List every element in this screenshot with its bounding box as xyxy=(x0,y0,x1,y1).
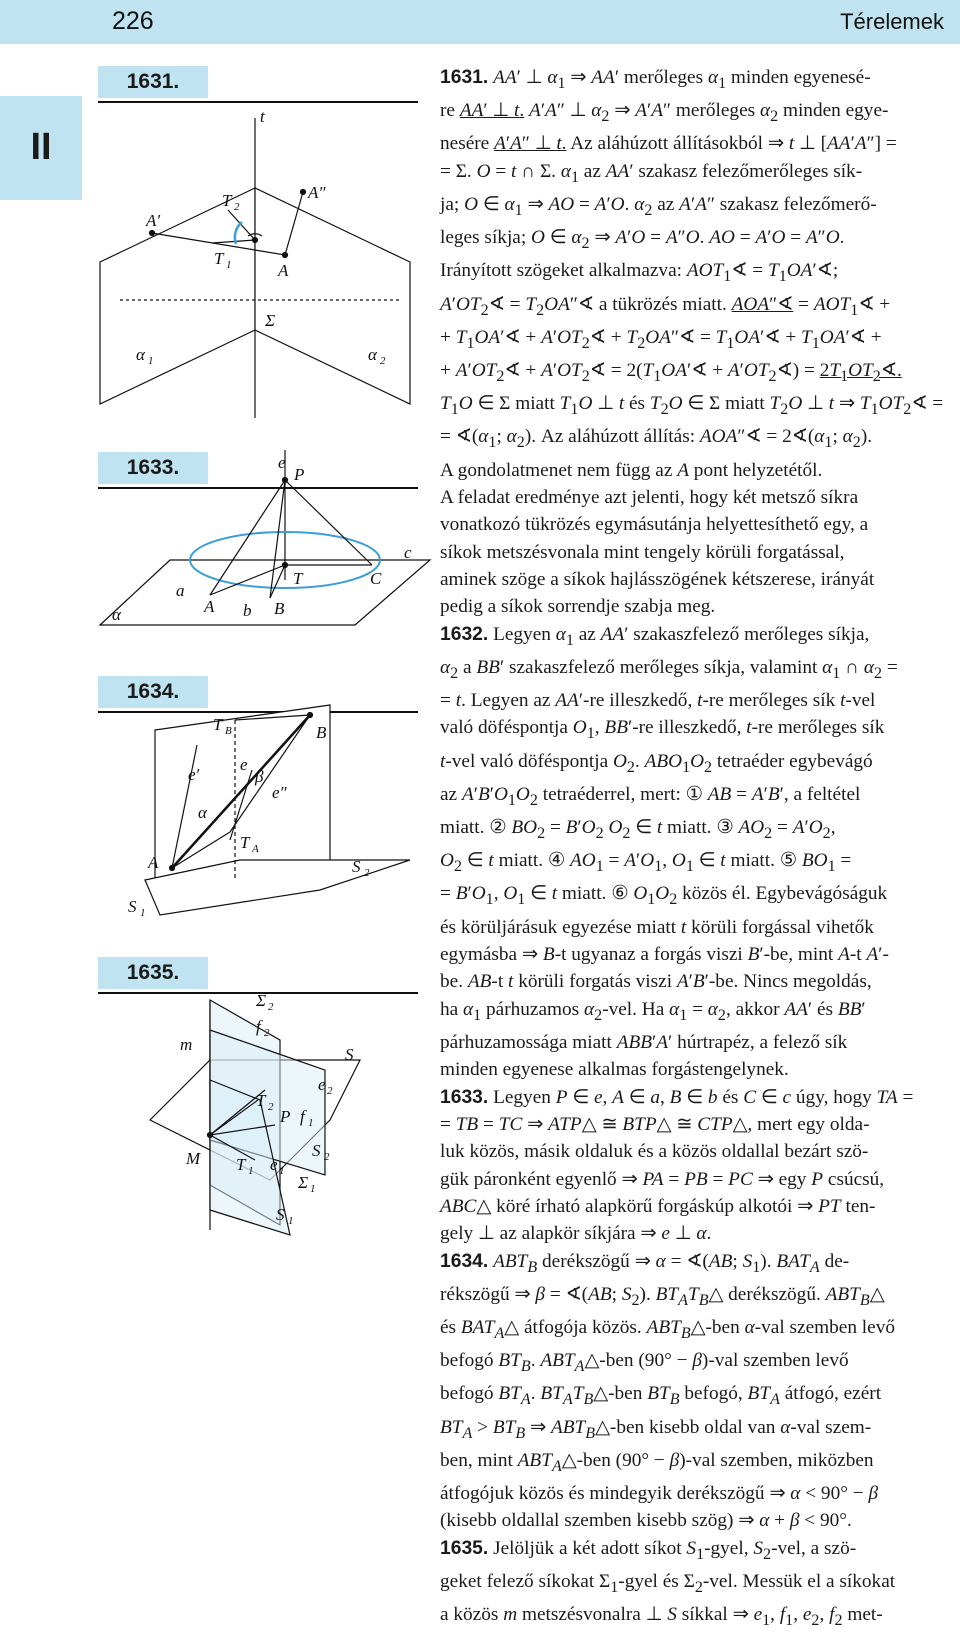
label-S2-sub: 2 xyxy=(364,867,370,879)
text-line: leges síkja; O ∈ $\alpha_2$ ⇒ A′O = A″O. AO = A′O = A″O. xyxy=(440,227,845,253)
point-Aprime xyxy=(150,231,155,236)
text-line: $BT_A > BT_B$ ⇒ $ABT_B\triangle$-ben kisebb oldal van α-val szem- xyxy=(440,1416,872,1442)
text-line: miatt. ② $BO_2 = B'O_2$ $O_2$ ∈ t miatt. ③ $AO_2 = A'O_2$, xyxy=(440,817,836,842)
label-T1: T xyxy=(214,249,224,268)
text-line: = Σ. O = t ∩ Σ. $\alpha_1$ az AA′ szakasz felezőmerőleges sík- xyxy=(440,160,863,186)
label-b: b xyxy=(243,601,252,620)
text-line: párhuzamossága miatt ABB′A′ húrtrapéz, a felező sík xyxy=(440,1031,848,1053)
text-line: vonatkozó tükrözés egymásutánja helyettesíthető egy, a xyxy=(440,514,869,536)
text-line: $\alpha_2$ a BB′ szakaszfelező merőleges síkja, valamint $\alpha_1$ ∩ $\alpha_2$ = xyxy=(440,656,898,682)
label-TB: T xyxy=(213,715,223,734)
point-T xyxy=(283,563,288,568)
figure-1633 xyxy=(100,450,430,625)
text-line: = TB = TC ⇒ ATP△ ≅ BTP△ ≅ CTP△, mert egy olda- xyxy=(440,1113,870,1135)
text-line: 1634. $ABT_B$ derékszögű ⇒ α = ∢(AB; $S_1$). $BAT_A$ de- xyxy=(440,1250,850,1276)
point-M xyxy=(208,1133,213,1138)
label-P: P xyxy=(294,465,305,484)
text-line: = $B'O_1$, $O_1$ ∈ t miatt. ⑥ $O_1O_2$ közös él. Egybevágóságuk xyxy=(440,883,888,909)
label-B: B xyxy=(316,723,327,742)
text-line: $O_2$ ∈ t miatt. ④ $AO_1 = A'O_1$, $O_1$ ∈ t miatt. ⑤ $BO_1$ = xyxy=(440,850,852,876)
label-C: C xyxy=(370,569,382,588)
text-line: $A'OT_2∢$ = $T_2OA''∢$ a tükrözés miatt. AOA″∢ = $AOT_1∢$ + xyxy=(440,293,891,319)
label-Adouble: A″ xyxy=(308,183,326,202)
text-line: = t. Legyen az AA′-re illeszkedő, t-re merőleges sík t-vel xyxy=(440,690,876,712)
label-Sig1-sub: 1 xyxy=(310,1183,316,1195)
label-f1-sub: 1 xyxy=(308,1117,314,1129)
label-A: A xyxy=(278,261,289,280)
label-Aprime: A′ xyxy=(146,211,161,230)
label-T2: T xyxy=(256,1091,266,1110)
label-TA-sub: A xyxy=(252,843,259,855)
label-Sig2: Σ xyxy=(256,991,267,1010)
text-line: egymásba ⇒ B-t ugyanaz a forgás viszi B′-be, mint A-t A′- xyxy=(440,943,889,965)
label-e: e xyxy=(278,453,286,472)
label-S1-sub: 1 xyxy=(288,1215,294,1227)
label-M: M xyxy=(186,1149,201,1168)
text-line: luk közös, másik oldaluk és a közös oldallal bezárt szö- xyxy=(440,1141,869,1163)
text-line: és $BAT_A\triangle$ átfogója közös. $ABT_B\triangle$-ben α-val szemben levő xyxy=(440,1317,895,1342)
label-alpha2-sub: 2 xyxy=(380,355,386,367)
plane-S2 xyxy=(155,705,330,880)
text-line: a közös m metszésvonalra ⊥ S síkkal ⇒ $e_1$, $f_1$, $e_2$, $f_2$ met- xyxy=(440,1604,883,1629)
point-B xyxy=(308,713,313,718)
label-TB-sub: B xyxy=(225,725,232,737)
text-line: és körüljárásuk egyezése miatt t körüli forgással vihetők xyxy=(440,916,874,938)
text-line: nesére A′A″ ⊥ t. Az aláhúzott állításokból ⇒ t ⊥ [AA′A″] = xyxy=(440,133,897,155)
text-line: rékszögű ⇒ β = ∢(AB; $S_2$). $BT_AT_B\triangle$ derékszögű. $ABT_B\triangle$ xyxy=(440,1283,885,1309)
text-line: geket felező síkokat $\Sigma_1$-gyel és $\Sigma_2$-vel. Messük el a síkokat xyxy=(440,1570,896,1596)
text-line: pedig a síkok sorrendje szabja meg. xyxy=(440,596,716,618)
text-line: síkok metszésvonala mint tengely körüli forgatással, xyxy=(440,541,845,563)
label-P: P xyxy=(280,1107,291,1126)
solution-text xyxy=(440,64,952,1634)
line-c xyxy=(285,480,372,565)
point-O xyxy=(253,238,258,243)
running-title: Térelemek xyxy=(840,9,944,34)
label-T1: T xyxy=(236,1155,246,1174)
text-line: $T_1O$ ∈ Σ miatt $T_1O$ ⊥ t és $T_2O$ ∈ Σ miatt $T_2O$ ⊥ t ⇒ $T_1OT_2∢$ = xyxy=(440,393,944,419)
label-S1: S xyxy=(276,1205,285,1224)
point-Adouble xyxy=(301,190,306,195)
label-beta: β xyxy=(255,767,264,786)
text-line: befogó $BT_B$. $ABT_A\triangle$-ben (90° − β)-val szemben levő xyxy=(440,1350,849,1376)
text-line: ben, mint $ABT_A\triangle$-ben (90° − β)-val szemben, miközben xyxy=(440,1449,874,1475)
label-alpha: α xyxy=(112,605,121,624)
text-line: 1635. Jelöljük a két adott síkot $S_1$-gyel, $S_2$-vel, a szö- xyxy=(440,1537,857,1563)
problem-label-1631: 1631. xyxy=(98,66,208,98)
text-line: 1633. Legyen P ∈ e, A ∈ a, B ∈ b és C ∈ c úgy, hogy TA = xyxy=(440,1086,914,1108)
label-T2: T xyxy=(222,191,232,210)
label-Sig2-sub: 2 xyxy=(268,1001,274,1013)
label-S2: S xyxy=(352,857,361,876)
label-e2-sub: 2 xyxy=(327,1085,333,1097)
problem-label-1634: 1634. xyxy=(98,676,208,708)
text-line: az $A'B'O_1O_2$ tetraéderrel, mert: ① AB = A′B′, a feltétel xyxy=(440,783,861,809)
label-S1-sub: 1 xyxy=(140,907,146,919)
problem-label-1635: 1635. xyxy=(98,957,208,989)
label-e2: e xyxy=(318,1075,326,1094)
text-line: = $∢(\alpha_1$; $\alpha_2$). Az aláhúzott állítás: AOA″∢ = $2∢(\alpha_1$; $\alpha_2$). xyxy=(440,426,873,452)
label-f2-sub: 2 xyxy=(264,1027,270,1039)
point-A xyxy=(283,253,288,258)
label-T: T xyxy=(293,569,303,588)
label-S2: S xyxy=(312,1141,321,1160)
label-e1: e xyxy=(270,1155,278,1174)
figures xyxy=(0,0,440,1255)
text-line: gük páronként egyenlő ⇒ PA = PB = PC ⇒ egy P csúcsú, xyxy=(440,1168,885,1190)
text-line: ha $\alpha_1$ párhuzamos $\alpha_2$-vel. Ha $\alpha_1 = \alpha_2$, akkor AA′ és BB′ xyxy=(440,998,866,1024)
figure-1631 xyxy=(100,118,410,418)
text-line: ja; O ∈ $\alpha_1$ ⇒ AO = A′O. $\alpha_2$ az A′A″ szakasz felezőmerő- xyxy=(440,193,877,219)
text-line: A gondolatmenet nem függ az A pont helyzetétől. xyxy=(440,459,823,481)
plane-alpha1 xyxy=(100,188,255,404)
label-Sig1: Σ xyxy=(298,1173,309,1192)
label-eprime: e′ xyxy=(188,765,200,784)
label-sigma: Σ xyxy=(265,311,276,330)
text-line: befogó $BT_A$. $BT_AT_B\triangle$-ben $BT_B$ befogó, $BT_A$ átfogó, ezért xyxy=(440,1383,882,1409)
text-line: való döféspontja $O_1$, BB′-re illeszkedő, t-re merőleges sík xyxy=(440,717,885,743)
text-line: + $T_1OA'∢$ + $A'OT_2∢$ + $T_2OA''∢$ = $T_1OA'∢$ + $T_1OA'∢$ + xyxy=(440,326,882,352)
text-line: aminek szöge a síkok hajlásszögének kétszerese, irányát xyxy=(440,568,875,590)
label-T2-sub: 2 xyxy=(234,201,240,213)
text-line: ABC△ köré írható alapkörű forgáskúp alkotói ⇒ PT ten- xyxy=(440,1195,876,1217)
label-edouble: e″ xyxy=(272,783,287,802)
label-f1: f xyxy=(300,1107,305,1126)
label-T2-sub: 2 xyxy=(268,1101,274,1113)
text-line: be. AB-t t körüli forgatás viszi A′B′-be. Nincs megoldás, xyxy=(440,971,872,993)
label-T1-sub: 1 xyxy=(248,1165,254,1177)
label-B: B xyxy=(274,599,285,618)
text-line: + $A'OT_2∢$ + $A'OT_2∢$ = $2(T_1OA'∢$ + $A'OT_2∢$) = $2T_1OT_2∢$. xyxy=(440,359,902,385)
text-line: Irányított szögeket alkalmazva: $AOT_1∢$ = $T_1OA'∢$; xyxy=(440,260,839,286)
text-line: átfogójuk közös és mindegyik derékszögű ⇒ α < 90° − β xyxy=(440,1483,879,1505)
text-line: t-vel való döféspontja $O_2$. $ABO_1O_2$ tetraéder egybevágó xyxy=(440,750,873,776)
label-e1-sub: 1 xyxy=(279,1165,285,1177)
label-a: a xyxy=(176,581,185,600)
text-line: gely ⊥ az alapkör síkjára ⇒ e ⊥ α. xyxy=(440,1223,712,1245)
figure-1634 xyxy=(145,705,410,915)
label-e: e xyxy=(240,755,248,774)
label-A: A xyxy=(148,853,159,872)
label-alpha1: α xyxy=(136,345,145,364)
label-S2-sub: 2 xyxy=(324,1151,330,1163)
label-S1: S xyxy=(128,897,137,916)
label-A: A xyxy=(204,597,215,616)
chapter-tab-label: II xyxy=(30,126,52,168)
label-S: S xyxy=(345,1045,354,1064)
point-P xyxy=(283,478,288,483)
label-c: c xyxy=(404,543,412,562)
text-line: re AA′ ⊥ t. A′A″ ⊥ $\alpha_2$ ⇒ A′A″ merőleges $\alpha_2$ minden egye- xyxy=(440,100,889,126)
label-T1-sub: 1 xyxy=(226,259,232,271)
label-alpha: α xyxy=(198,803,207,822)
text-line: A feladat eredménye azt jelenti, hogy két metsző síkra xyxy=(440,486,859,508)
text-line: 1631. AA′ ⊥ $\alpha_1$ ⇒ AA′ merőleges $\alpha_1$ minden egyenesé- xyxy=(440,67,871,92)
point-A xyxy=(170,866,175,871)
text-line: minden egyenese alkalmas forgástengelynek. xyxy=(440,1059,789,1081)
text-line: (kisebb oldallal szemben kisebb szög) ⇒ α + β < 90°. xyxy=(440,1510,852,1532)
label-f2: f xyxy=(256,1017,261,1036)
problem-label-1633: 1633. xyxy=(98,452,208,484)
label-alpha2: α xyxy=(368,345,377,364)
page-number: 226 xyxy=(112,7,154,35)
label-t: t xyxy=(260,107,265,126)
text-line: 1632. Legyen $\alpha_1$ az AA′ szakaszfelező merőleges síkja, xyxy=(440,623,870,649)
label-TA: T xyxy=(240,833,250,852)
plane-alpha2 xyxy=(255,188,410,404)
label-m: m xyxy=(180,1035,193,1054)
label-alpha1-sub: 1 xyxy=(148,355,154,367)
